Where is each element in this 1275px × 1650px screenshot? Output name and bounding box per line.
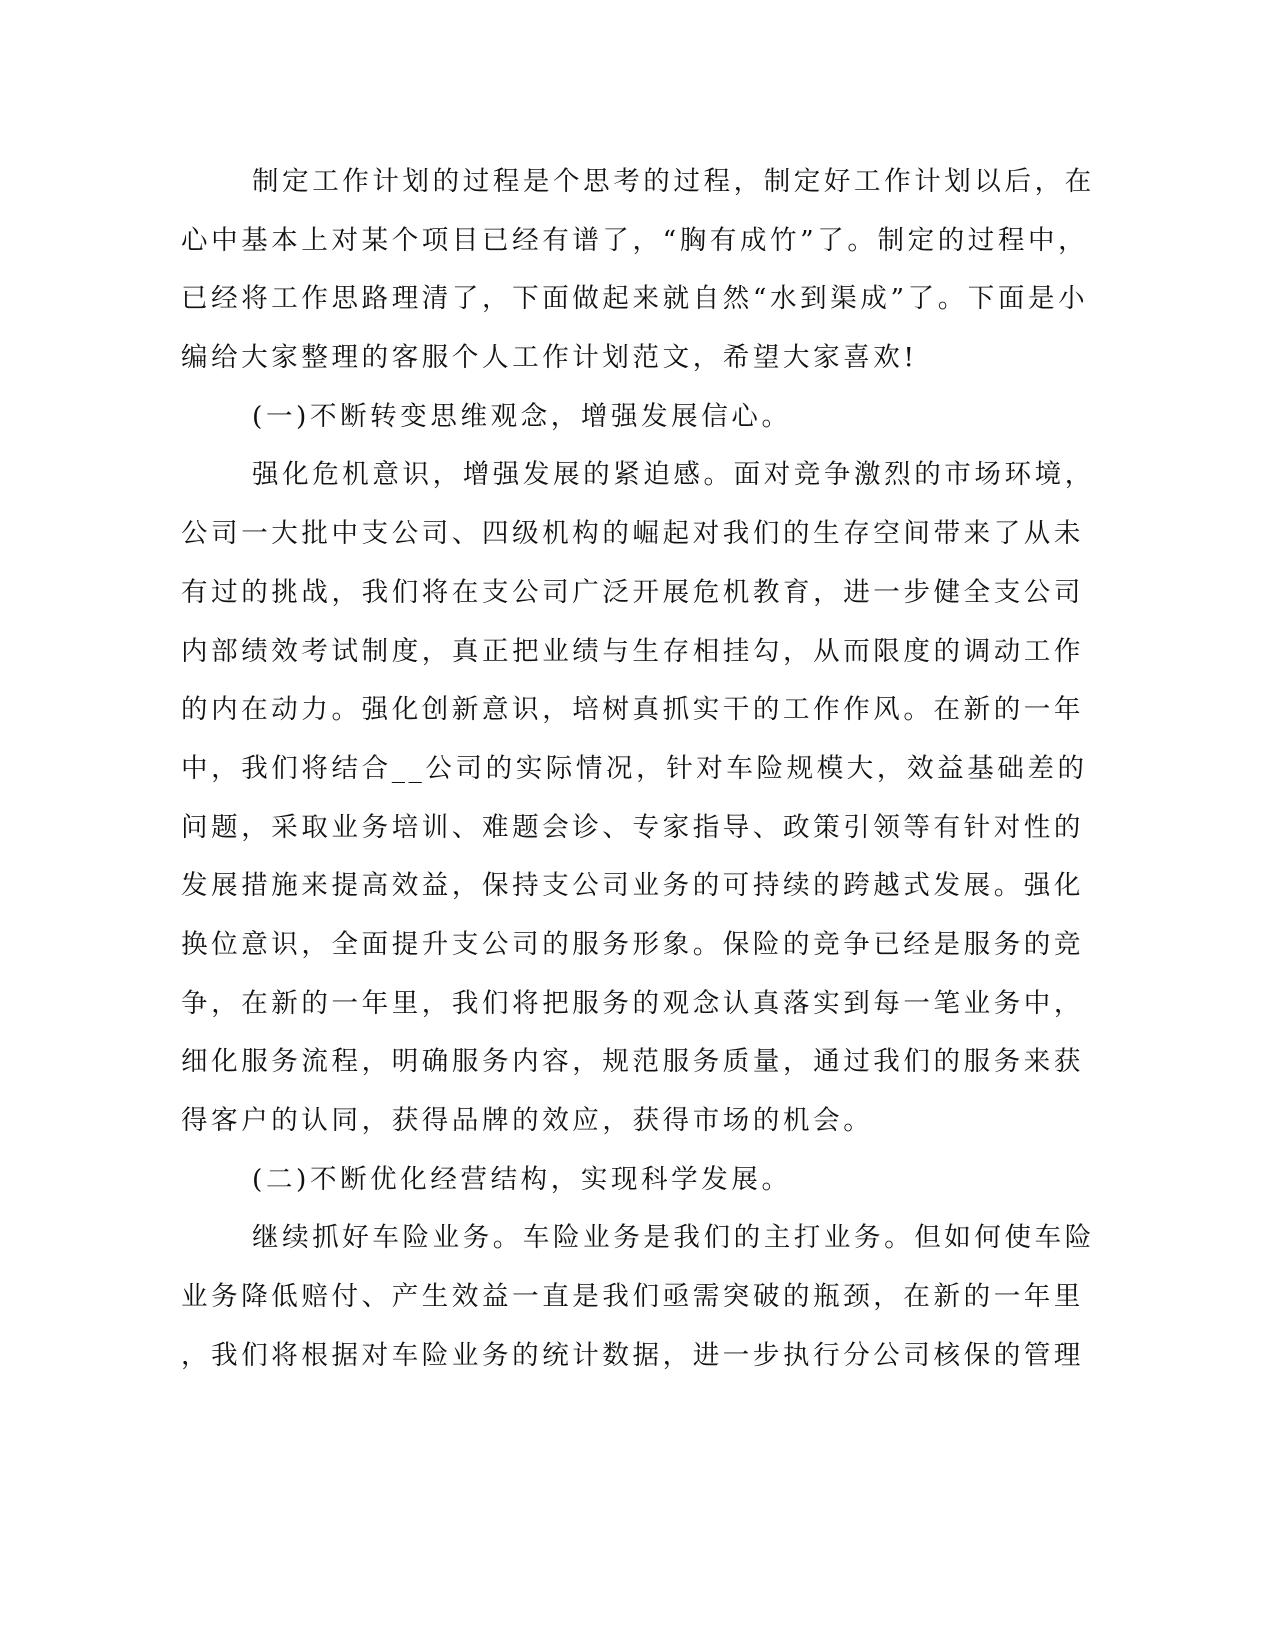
text-line: 内部绩效考试制度，真正把业绩与生存相挂勾，从而限度的调动工作 — [181, 635, 1084, 667]
text-line: 争，在新的一年里，我们将把服务的观念认真落实到每一笔业务中， — [181, 987, 1084, 1019]
text-line: 心中基本上对某个项目已经有谱了，“胸有成竹”了。制定的过程中， — [181, 224, 1089, 256]
text-line: ，我们将根据对车险业务的统计数据，进一步执行分公司核保的管理 — [181, 1339, 1084, 1371]
text-line: 业务降低赔付、产生效益一直是我们亟需突破的瓶颈，在新的一年里 — [181, 1281, 1084, 1313]
text-line: 发展措施来提高效益，保持支公司业务的可持续的跨越式发展。强化 — [181, 870, 1084, 902]
section-heading-2: (二)不断优化经营结构，实现科学发展。 — [252, 1163, 792, 1195]
text-line: 强化危机意识，增强发展的紧迫感。面对竞争激烈的市场环境， — [252, 459, 1095, 491]
document-body — [181, 160, 1095, 1392]
text-line: 问题，采取业务培训、难题会诊、专家指导、政策引领等有针对性的 — [181, 811, 1084, 843]
text-line: 得客户的认同，获得品牌的效应，获得市场的机会。 — [181, 1105, 874, 1136]
text-line: 有过的挑战，我们将在支公司广泛开展危机教育，进一步健全支公司 — [181, 576, 1084, 608]
text-line: 中，我们将结合__公司的实际情况，针对车险规模大，效益基础差的 — [181, 752, 1088, 784]
text-line: 公司一大批中支公司、四级机构的崛起对我们的生存空间带来了从未 — [181, 518, 1084, 550]
section-heading-1: (一)不断转变思维观念，增强发展信心。 — [252, 400, 792, 432]
text-line: 制定工作计划的过程是个思考的过程，制定好工作计划以后，在 — [252, 166, 1095, 197]
text-line: 已经将工作思路理清了，下面做起来就自然“水到渠成”了。下面是小 — [181, 283, 1089, 315]
text-line: 换位意识，全面提升支公司的服务形象。保险的竞争已经是服务的竞 — [181, 928, 1084, 960]
text-line: 细化服务流程，明确服务内容，规范服务质量，通过我们的服务来获 — [181, 1046, 1084, 1078]
text-line: 编给大家整理的客服个人工作计划范文，希望大家喜欢! — [181, 342, 918, 374]
text-line: 的内在动力。强化创新意识，培树真抓实干的工作作风。在新的一年 — [181, 694, 1084, 726]
text-line: 继续抓好车险业务。车险业务是我们的主打业务。但如何使车险 — [252, 1222, 1095, 1254]
